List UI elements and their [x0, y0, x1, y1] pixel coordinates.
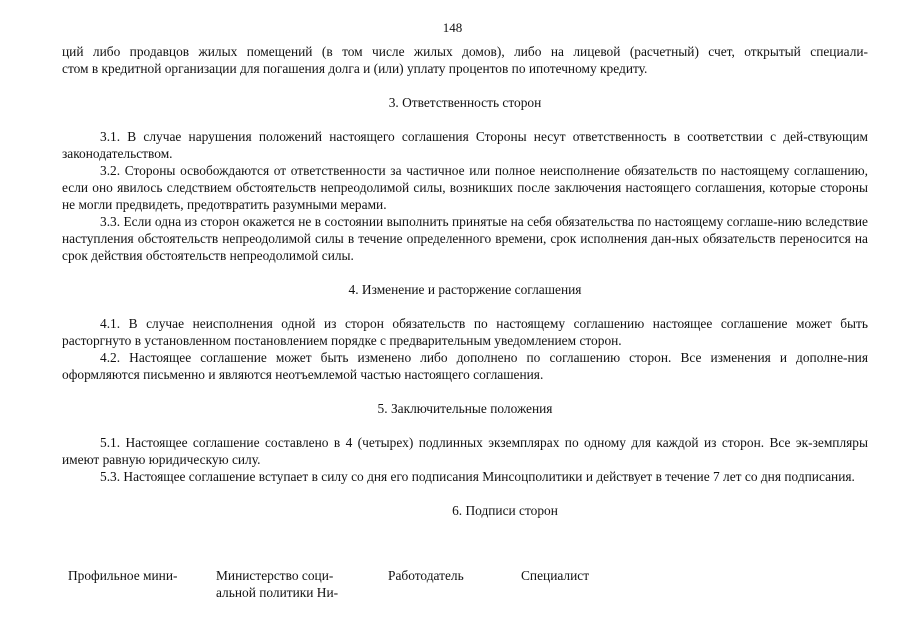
signature-social-ministry — [216, 567, 356, 601]
clause-5-1: 5.1. Настоящее соглашение составлено в 4 (четырех) подлинных экземплярах по одному для каждой из сторон. Все эк-земпляры имеют равную юридическую силу. — [62, 435, 868, 467]
section-4-title: 4. Изменение и расторжение соглашения — [348, 282, 582, 297]
clause-4-1: 4.1. В случае неисполнения одной из сторон обязательств по настоящему соглашению настоящее соглашение может быть расторгнуто в установленном постановлением порядке с предварительным уведомлением сторон. — [62, 316, 868, 348]
clause-3-1: 3.1. В случае нарушения положений настоящего соглашения Стороны несут ответственность в соответствии с дей-ствующим законодательством. — [62, 129, 868, 161]
section-5-title: 5. Заключительные положения — [377, 401, 553, 416]
clause-4-2: 4.2. Настоящее соглашение может быть изменено либо дополнено по соглашению сторон. Все изменения и дополне-ния оформляются письменно и являются неотъемлемой частью настоящего соглашения. — [62, 350, 868, 382]
page-number: 148 — [442, 20, 463, 35]
signature-specialist-label: Специалист — [521, 568, 590, 583]
signature-employer — [388, 567, 498, 584]
signature-specialist — [521, 567, 631, 584]
signature-social-ministry-line-1: Министерство соци- — [216, 568, 334, 583]
signature-employer-label: Работодатель — [388, 568, 464, 583]
document-body — [62, 43, 868, 519]
signature-profile-ministry — [68, 567, 198, 584]
section-3-title: 3. Ответственность сторон — [388, 95, 542, 110]
section-6-title: 6. Подписи сторон — [452, 503, 558, 518]
signature-profile-ministry-label: Профильное мини- — [68, 568, 178, 583]
clause-3-3: 3.3. Если одна из сторон окажется не в состоянии выполнить принятые на себя обязательства по настоящему соглаше-нию вследствие наступления обстоятельств непреодолимой силы в течение определенного времени, срок исполнения дан-ных обязательств переносится на срок действия обстоятельств непреодолимой силы. — [62, 214, 868, 263]
intro-line-1: ций либо продавцов жилых помещений (в том числе жилых домов), либо на лицевой (расчетный) счет, открытый специали- — [62, 44, 868, 59]
clause-5-3: 5.3. Настоящее соглашение вступает в силу со дня его подписания Минсоцполитики и действует в течение 7 лет со дня подписания. — [100, 469, 855, 484]
intro-line-2: стом в кредитной организации для погашения долга и (или) уплату процентов по ипотечному кредиту. — [62, 61, 648, 76]
signature-social-ministry-line-2: альной политики Ни- — [216, 585, 339, 600]
signature-block — [68, 567, 868, 607]
clause-3-2: 3.2. Стороны освобождаются от ответственности за частичное или полное неисполнение обязательств по настоящему соглашению, если оно явилось следствием обстоятельств непреодолимой силы, возникших после заключения настоящего соглашения, которые стороны не могли предвидеть, предотвратить разумными мерами. — [62, 163, 868, 212]
